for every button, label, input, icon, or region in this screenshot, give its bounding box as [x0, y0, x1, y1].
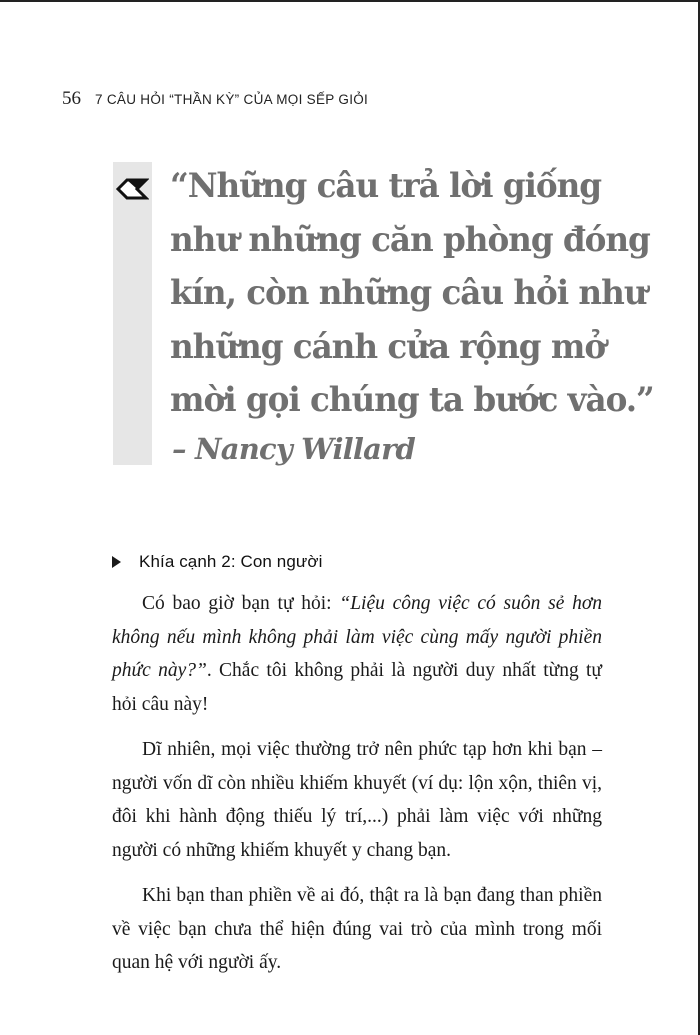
running-title: 7 CÂU HỎI “THẦN KỲ” CỦA MỌI SẾP GIỎI	[95, 92, 369, 107]
page-number: 56	[62, 88, 81, 109]
paragraph-3: Khi bạn than phiền về ai đó, thật ra là bạn đang than phiền về việc bạn chưa thể hiện đúng vai trò của mình trong mối quan hệ với người ấy.	[112, 885, 602, 973]
section-heading	[112, 552, 323, 572]
quote-line: “Những câu trả lời giống	[170, 166, 602, 206]
body-text	[112, 587, 602, 992]
triangle-bullet-icon	[112, 556, 121, 568]
paragraph-1-tail: . Chắc tôi không phải là người duy nhất từng tự hỏi câu này!	[112, 660, 602, 715]
paragraph-1-lead: Có bao giờ bạn tự hỏi:	[142, 593, 340, 614]
paragraph-1	[112, 587, 602, 721]
quote-line: kín, còn những câu hỏi như	[170, 273, 647, 313]
page-top-border	[0, 0, 700, 2]
quote-side-bar	[113, 162, 152, 465]
quote-line: những cánh cửa rộng mở	[170, 326, 606, 367]
paragraph-2: Dĩ nhiên, mọi việc thường trở nên phức tạp hơn khi bạn – người vốn dĩ còn nhiều khiếm khuyết (ví dụ: lộn xộn, thiên vị, đôi khi hành động thiếu lý trí,...) phải làm việc với những người có những khiếm khuyết y chang bạn.	[112, 739, 602, 861]
pull-quote	[170, 160, 654, 428]
section-heading-text: Khía cạnh 2: Con người	[139, 552, 323, 571]
diamond-arrow-icon	[115, 176, 149, 202]
quote-line: như những căn phòng đóng	[170, 219, 650, 260]
page-header	[62, 88, 368, 114]
paragraph-1-italic-question: “Liệu công việc có suôn sẻ hơn không nếu mình không phải làm việc cùng mấy người phiền phức này?”	[112, 593, 602, 681]
quote-author: – Nancy Willard	[172, 432, 416, 466]
quote-line: mời gọi chúng ta bước vào.”	[170, 380, 654, 420]
